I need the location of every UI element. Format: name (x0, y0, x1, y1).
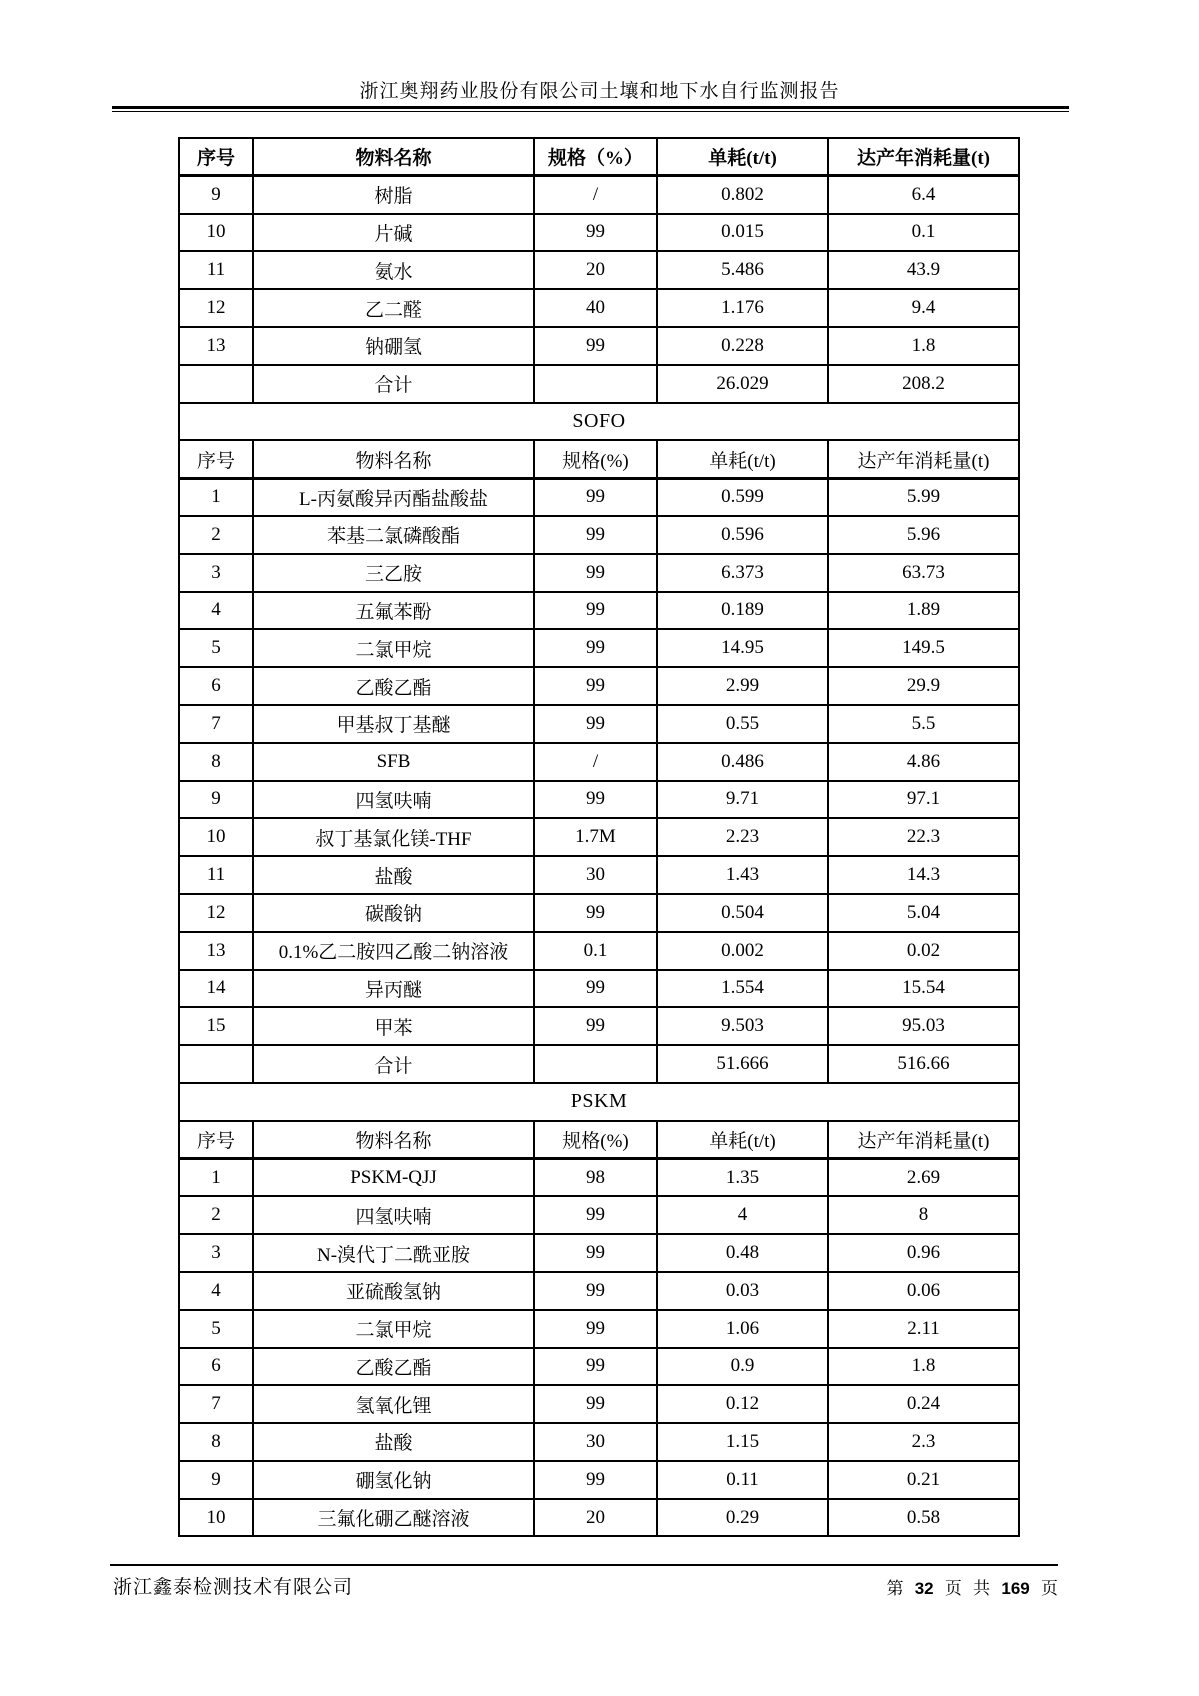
page-word-ye-1: 页 (944, 1579, 962, 1598)
table-cell: 0.11 (657, 1461, 828, 1499)
table-row (179, 289, 1019, 327)
page-number: 32 (914, 1579, 934, 1598)
table-cell: 0.596 (657, 516, 828, 554)
section-band-row-pskm (179, 1083, 1019, 1121)
column-header: 物料名称 (253, 138, 534, 176)
table-cell: 15.54 (828, 970, 1019, 1008)
table-cell: 8 (828, 1196, 1019, 1234)
table-cell: 0.189 (657, 592, 828, 630)
table-cell: 0.24 (828, 1385, 1019, 1423)
table-cell: 1 (179, 1159, 253, 1197)
table-row (179, 1159, 1019, 1197)
table-cell: 26.029 (657, 365, 828, 403)
table-cell: 苯基二氯磷酸酯 (253, 516, 534, 554)
table-row (179, 365, 1019, 403)
table-cell: 20 (534, 251, 657, 289)
column-header: 规格(%) (534, 440, 657, 478)
table-row (179, 1310, 1019, 1348)
table-row (179, 932, 1019, 970)
column-header: 规格（%） (534, 138, 657, 176)
table-cell: 5.96 (828, 516, 1019, 554)
table-cell: 0.29 (657, 1499, 828, 1537)
table-cell: 30 (534, 856, 657, 894)
table-cell: 0.504 (657, 894, 828, 932)
table-cell: 乙二醛 (253, 289, 534, 327)
table-cell: 0.9 (657, 1348, 828, 1386)
table-cell: 11 (179, 856, 253, 894)
table-header-row (179, 138, 1019, 176)
table-cell: 9 (179, 781, 253, 819)
table-cell: 6 (179, 1348, 253, 1386)
page-word-gong: 共 (973, 1579, 991, 1598)
table-row (179, 743, 1019, 781)
table-cell: 硼氢化钠 (253, 1461, 534, 1499)
column-header: 序号 (179, 1121, 253, 1159)
table-cell: 99 (534, 214, 657, 252)
page-word-ye-2: 页 (1041, 1579, 1058, 1598)
table-cell: 5.04 (828, 894, 1019, 932)
table-cell: 0.12 (657, 1385, 828, 1423)
table-cell: 20 (534, 1499, 657, 1537)
table-cell: 98 (534, 1159, 657, 1197)
column-header: 达产年消耗量(t) (828, 440, 1019, 478)
table-cell: 三乙胺 (253, 554, 534, 592)
table-cell: 合计 (253, 365, 534, 403)
table-cell: 99 (534, 894, 657, 932)
table-cell: 9 (179, 176, 253, 214)
table-cell: 12 (179, 289, 253, 327)
table-row (179, 1499, 1019, 1537)
table-cell: 0.599 (657, 478, 828, 516)
table-cell: 99 (534, 592, 657, 630)
table-cell: 1.554 (657, 970, 828, 1008)
table-cell: 1.8 (828, 1348, 1019, 1386)
table-cell: 99 (534, 1234, 657, 1272)
table-row (179, 1045, 1019, 1083)
table-cell: 4.86 (828, 743, 1019, 781)
column-header: 达产年消耗量(t) (828, 1121, 1019, 1159)
table-cell: 4 (657, 1196, 828, 1234)
table-row (179, 554, 1019, 592)
table-cell: 二氯甲烷 (253, 629, 534, 667)
table-cell: 30 (534, 1423, 657, 1461)
table-cell: 0.486 (657, 743, 828, 781)
table-cell: 14.95 (657, 629, 828, 667)
table-row (179, 1385, 1019, 1423)
footer-page-indicator (886, 1574, 1058, 1599)
table-cell: 7 (179, 705, 253, 743)
table-cell: 三氟化硼乙醚溶液 (253, 1499, 534, 1537)
table-cell: 0.802 (657, 176, 828, 214)
table-cell: 5 (179, 1310, 253, 1348)
table-cell: 95.03 (828, 1007, 1019, 1045)
table-cell: 0.48 (657, 1234, 828, 1272)
table-cell: 2 (179, 1196, 253, 1234)
table-cell: 9 (179, 1461, 253, 1499)
table-cell: N-溴代丁二酰亚胺 (253, 1234, 534, 1272)
column-header: 单耗(t/t) (657, 138, 828, 176)
table-cell: 4 (179, 1272, 253, 1310)
table-cell: 149.5 (828, 629, 1019, 667)
table-cell: / (534, 743, 657, 781)
table-cell: 1.15 (657, 1423, 828, 1461)
table-cell: 2.69 (828, 1159, 1019, 1197)
table-cell: SFB (253, 743, 534, 781)
column-header: 规格(%) (534, 1121, 657, 1159)
table-cell: 516.66 (828, 1045, 1019, 1083)
table-row (179, 894, 1019, 932)
table-row (179, 781, 1019, 819)
table-row (179, 1461, 1019, 1499)
table-row (179, 516, 1019, 554)
table-row (179, 478, 1019, 516)
table-cell: 1.43 (657, 856, 828, 894)
table-cell: 4 (179, 592, 253, 630)
table-cell: 6.373 (657, 554, 828, 592)
table-cell: 0.228 (657, 327, 828, 365)
table-cell: L-丙氨酸异丙酯盐酸盐 (253, 478, 534, 516)
materials-table-body (179, 138, 1019, 1536)
table-row (179, 1234, 1019, 1272)
table-header-row (179, 440, 1019, 478)
column-header: 物料名称 (253, 440, 534, 478)
table-cell: 208.2 (828, 365, 1019, 403)
table-row (179, 667, 1019, 705)
table-cell: 1 (179, 478, 253, 516)
table-cell: 1.06 (657, 1310, 828, 1348)
table-cell: 99 (534, 629, 657, 667)
table-cell: 99 (534, 1310, 657, 1348)
table-cell: 99 (534, 1348, 657, 1386)
table-cell: 99 (534, 781, 657, 819)
section-band-label: SOFO (179, 403, 1019, 441)
table-cell: 0.1 (534, 932, 657, 970)
table-cell: 63.73 (828, 554, 1019, 592)
table-cell: 盐酸 (253, 1423, 534, 1461)
table-cell: 99 (534, 1007, 657, 1045)
table-cell (179, 365, 253, 403)
table-row (179, 176, 1019, 214)
table-cell: / (534, 176, 657, 214)
header-rule-thick (112, 106, 1069, 109)
table-cell: 叔丁基氯化镁-THF (253, 818, 534, 856)
table-row (179, 1423, 1019, 1461)
table-cell: 99 (534, 1461, 657, 1499)
table-cell: 1.7M (534, 818, 657, 856)
table-cell: 钠硼氢 (253, 327, 534, 365)
table-cell: 99 (534, 516, 657, 554)
table-cell: 2 (179, 516, 253, 554)
column-header: 序号 (179, 138, 253, 176)
table-cell: 99 (534, 667, 657, 705)
table-cell: 99 (534, 327, 657, 365)
table-cell: 乙酸乙酯 (253, 1348, 534, 1386)
table-row (179, 629, 1019, 667)
table-cell: 5.486 (657, 251, 828, 289)
table-row (179, 327, 1019, 365)
table-cell: 0.06 (828, 1272, 1019, 1310)
table-cell: 合计 (253, 1045, 534, 1083)
page-word-di: 第 (886, 1579, 904, 1598)
table-cell: 0.58 (828, 1499, 1019, 1537)
table-cell: 0.1 (828, 214, 1019, 252)
table-cell: 99 (534, 705, 657, 743)
page-total: 169 (1001, 1579, 1030, 1598)
table-cell: 氢氧化锂 (253, 1385, 534, 1423)
section-band-row-sofo (179, 403, 1019, 441)
table-cell: 8 (179, 743, 253, 781)
table-cell (534, 1045, 657, 1083)
table-cell: 99 (534, 1196, 657, 1234)
table-cell: 2.3 (828, 1423, 1019, 1461)
column-header: 单耗(t/t) (657, 1121, 828, 1159)
table-cell (534, 365, 657, 403)
section-band-label: PSKM (179, 1083, 1019, 1121)
table-cell: 氨水 (253, 251, 534, 289)
table-cell: 2.23 (657, 818, 828, 856)
table-cell: 9.71 (657, 781, 828, 819)
table-cell: 14.3 (828, 856, 1019, 894)
column-header: 单耗(t/t) (657, 440, 828, 478)
table-cell: 2.99 (657, 667, 828, 705)
table-cell: 1.8 (828, 327, 1019, 365)
materials-consumption-table (178, 137, 1020, 1537)
table-cell: 22.3 (828, 818, 1019, 856)
table-cell: 15 (179, 1007, 253, 1045)
table-cell: 甲苯 (253, 1007, 534, 1045)
table-cell: 0.21 (828, 1461, 1019, 1499)
table-cell: 29.9 (828, 667, 1019, 705)
table-row (179, 970, 1019, 1008)
table-cell: 6 (179, 667, 253, 705)
table-cell: 99 (534, 1385, 657, 1423)
table-cell (179, 1045, 253, 1083)
table-row (179, 856, 1019, 894)
table-cell: 1.35 (657, 1159, 828, 1197)
table-cell: 8 (179, 1423, 253, 1461)
column-header: 序号 (179, 440, 253, 478)
table-cell: 0.96 (828, 1234, 1019, 1272)
table-cell: 0.03 (657, 1272, 828, 1310)
table-row (179, 592, 1019, 630)
table-cell: 3 (179, 554, 253, 592)
table-cell: 99 (534, 1272, 657, 1310)
table-cell: 5.99 (828, 478, 1019, 516)
column-header: 物料名称 (253, 1121, 534, 1159)
table-cell: 0.55 (657, 705, 828, 743)
table-cell: 9.4 (828, 289, 1019, 327)
table-cell: 碳酸钠 (253, 894, 534, 932)
table-cell: 3 (179, 1234, 253, 1272)
table-cell: 99 (534, 554, 657, 592)
table-cell: 异丙醚 (253, 970, 534, 1008)
table-row (179, 818, 1019, 856)
table-cell: 亚硫酸氢钠 (253, 1272, 534, 1310)
table-header-row (179, 1121, 1019, 1159)
table-cell: 12 (179, 894, 253, 932)
table-cell: 片碱 (253, 214, 534, 252)
table-cell: 40 (534, 289, 657, 327)
column-header: 达产年消耗量(t) (828, 138, 1019, 176)
table-cell: 乙酸乙酯 (253, 667, 534, 705)
table-row (179, 1196, 1019, 1234)
table-cell: 14 (179, 970, 253, 1008)
table-row (179, 214, 1019, 252)
table-cell: 盐酸 (253, 856, 534, 894)
table-cell: 97.1 (828, 781, 1019, 819)
table-cell: 二氯甲烷 (253, 1310, 534, 1348)
footer-company-name: 浙江鑫泰检测技术有限公司 (113, 1577, 354, 1598)
table-cell: 1.89 (828, 592, 1019, 630)
table-cell: 43.9 (828, 251, 1019, 289)
table-cell: 99 (534, 478, 657, 516)
table-row (179, 1348, 1019, 1386)
table-cell: PSKM-QJJ (253, 1159, 534, 1197)
table-cell: 2.11 (828, 1310, 1019, 1348)
table-cell: 甲基叔丁基醚 (253, 705, 534, 743)
page-title: 浙江奥翔药业股份有限公司土壤和地下水自行监测报告 (359, 81, 840, 102)
footer-rule (110, 1564, 1058, 1566)
table-cell: 13 (179, 932, 253, 970)
table-cell: 1.176 (657, 289, 828, 327)
table-cell: 5.5 (828, 705, 1019, 743)
table-cell: 9.503 (657, 1007, 828, 1045)
table-cell: 五氟苯酚 (253, 592, 534, 630)
table-cell: 6.4 (828, 176, 1019, 214)
table-cell: 11 (179, 251, 253, 289)
table-cell: 四氢呋喃 (253, 781, 534, 819)
table-cell: 0.02 (828, 932, 1019, 970)
table-cell: 四氢呋喃 (253, 1196, 534, 1234)
table-cell: 10 (179, 818, 253, 856)
table-cell: 10 (179, 1499, 253, 1537)
table-row (179, 705, 1019, 743)
header-rule-thin (112, 111, 1069, 112)
table-cell: 树脂 (253, 176, 534, 214)
table-cell: 13 (179, 327, 253, 365)
table-row (179, 1272, 1019, 1310)
table-row (179, 1007, 1019, 1045)
table-row (179, 251, 1019, 289)
table-cell: 99 (534, 970, 657, 1008)
table-cell: 51.666 (657, 1045, 828, 1083)
table-cell: 7 (179, 1385, 253, 1423)
table-cell: 10 (179, 214, 253, 252)
table-cell: 0.002 (657, 932, 828, 970)
table-cell: 5 (179, 629, 253, 667)
table-cell: 0.1%乙二胺四乙酸二钠溶液 (253, 932, 534, 970)
table-cell: 0.015 (657, 214, 828, 252)
